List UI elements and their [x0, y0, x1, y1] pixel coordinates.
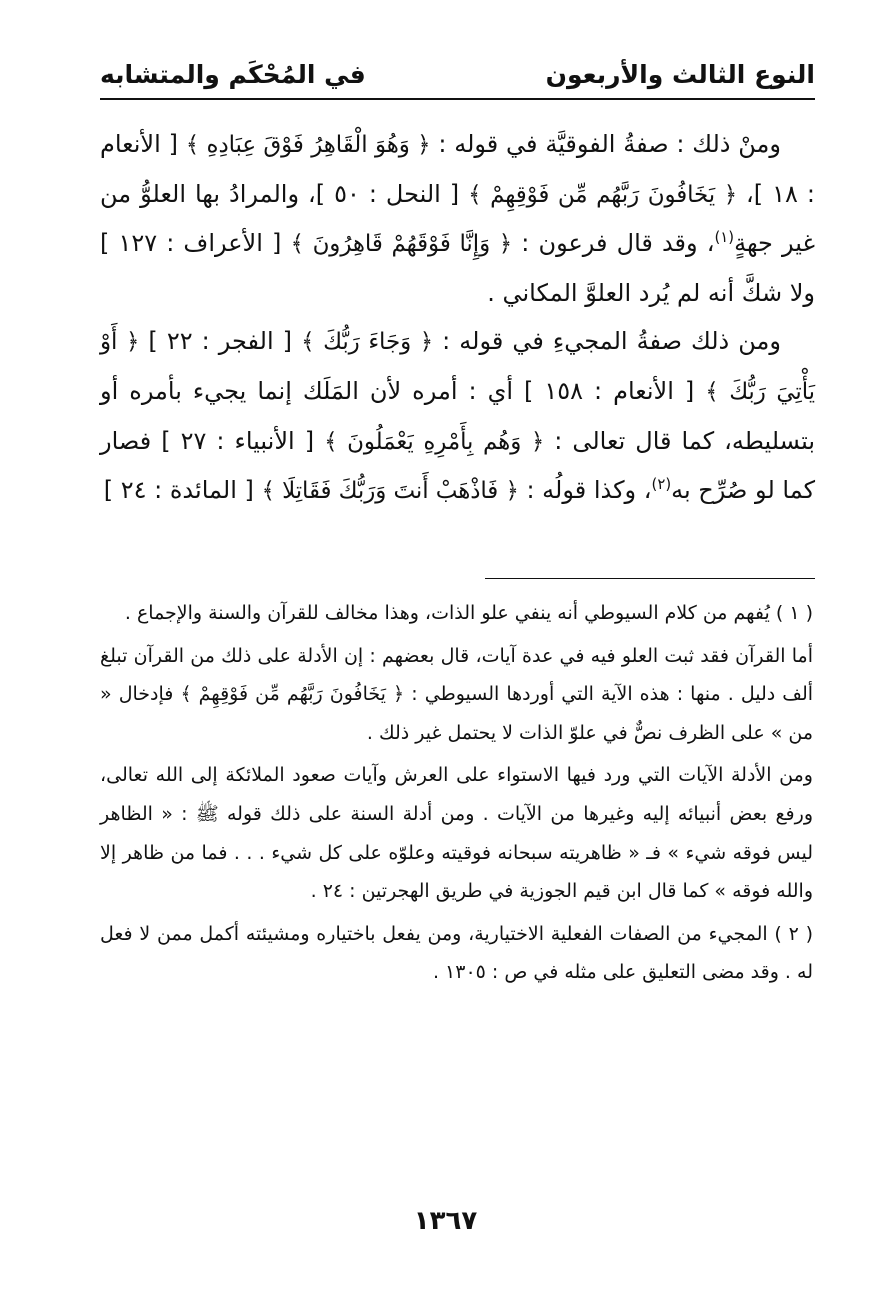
- footnote-text: : « الظاهر ليس فوقه شيء » فـ « ظاهريته سبحانه فوقيته وعلوّه على كل شيء . . . فما من ظاهر إلا والله فوقه » كما قال ابن قيم الجوزية في طريق الهجرتين : ٢٤ .: [100, 802, 813, 903]
- quran-verse: ﴿ وَإِنَّا فَوْقَهُمْ قَاهِرُونَ ﴾: [290, 231, 513, 258]
- footnote-1-paragraph-2: [100, 637, 813, 753]
- paragraph-2: [100, 317, 815, 515]
- text-run: [ الفجر : ٢٢ ]: [139, 327, 302, 356]
- text-run: ، وقد قال فرعون :: [512, 229, 715, 258]
- footnotes: [100, 594, 813, 996]
- page-number: ١٣٦٧: [413, 1206, 478, 1236]
- paragraph-1: [100, 120, 815, 317]
- quran-verse: ﴿ وَهُوَ الْقَاهِرُ فَوْقَ عِبَادِهِ ﴾: [185, 132, 431, 158]
- footnote-ref-1[interactable]: (١): [714, 228, 735, 247]
- footnote-divider: [485, 578, 815, 579]
- quran-verse: ﴿ يَخَافُونَ رَبَّهُم مِّن فَوْقِهِمْ ﴾: [468, 181, 738, 208]
- footnote-ref-2[interactable]: (٢): [651, 475, 672, 494]
- text-run: [ الأنبياء : ٢٧ ] فصار كما لو صُرِّح به: [100, 426, 815, 505]
- footnote-1-paragraph-3: [100, 756, 813, 910]
- footnote-number: ( ١ ): [775, 602, 813, 624]
- footnote-text: فإدخال « من » على الظرف نصٌّ في علوّ الذات لا يحتمل غير ذلك .: [100, 683, 813, 744]
- text-run: [ الأنعام : ١٨ ]،: [100, 130, 815, 208]
- footnote-text: ومن الأدلة الآيات التي ورد فيها الاستواء على العرش وآيات صعود الملائكة إلى الله تعالى، ورفع بعض أنبيائه إليه وغيرها من الآيات . ومن أدلة السنة على ذلك قوله: [100, 764, 813, 825]
- chapter-title: النوع الثالث والأربعون: [545, 60, 815, 89]
- text-run: [ الأعراف : ١٢٧ ] ولا شكَّ أنه لم يُرد العلوَّ المكاني .: [100, 229, 815, 307]
- running-header: [100, 48, 815, 94]
- footnote-2: [100, 915, 813, 992]
- quran-verse: ﴿ فَاذْهَبْ أَنتَ وَرَبُّكَ فَقَاتِلَا ﴾: [261, 478, 519, 505]
- footnote-text: المجيء من الصفات الفعلية الاختيارية، ومن يفعل باختياره ومشيئته أكمل ممن لا فعل له . وقد مضى التعليق على مثله في ص : ١٣٠٥ .: [100, 922, 813, 984]
- header-divider: [100, 98, 815, 100]
- footnote-text: يُفهم من كلام السيوطي أنه ينفي علو الذات، وهذا مخالف للقرآن والسنة والإجماع .: [124, 602, 776, 624]
- quran-verse: ﴿ يَخَافُونَ رَبَّهُم مِّن فَوْقِهِمْ ﴾: [180, 683, 405, 706]
- main-text: [100, 120, 815, 516]
- section-title: في المُحْكَم والمتشابه: [100, 60, 366, 89]
- quran-verse: ﴿ أَوْ يَأْتِيَ رَبُّكَ ﴾: [100, 329, 816, 405]
- quran-verse: ﴿ وَهُم بِأَمْرِهِ يَعْمَلُونَ ﴾: [324, 428, 545, 455]
- text-run: [ المائدة : ٢٤ ]: [103, 476, 262, 505]
- salutation-glyph: ﷺ: [195, 802, 219, 825]
- footnote-1: [100, 594, 813, 633]
- text-run: ومنْ ذلك : صفةُ الفوقيَّة في قوله :: [430, 130, 781, 158]
- text-run: [ النحل : ٥٠ ]، والمرادُ بها العلوُّ من غير جهةٍ: [100, 179, 815, 258]
- text-run: ومن ذلك صفةُ المجيءِ في قوله :: [433, 327, 782, 356]
- text-run: ، وكذا قولُه :: [518, 476, 652, 505]
- quran-verse: ﴿ وَجَاءَ رَبُّكَ ﴾: [301, 329, 434, 356]
- text-run: [ الأنعام : ١٥٨ ] أي : أمره لأن المَلَك إنما يجيء بأمره أو بتسليطه، كما قال تعالى :: [100, 376, 815, 455]
- footnote-number: ( ٢ ): [774, 922, 814, 945]
- footnote-text: أما القرآن فقد ثبت العلو فيه في عدة آيات، قال بعضهم : إن الأدلة على ذلك من القرآن تبلغ ألف دليل . منها : هذه الآية التي أوردها السيوطي :: [100, 644, 814, 706]
